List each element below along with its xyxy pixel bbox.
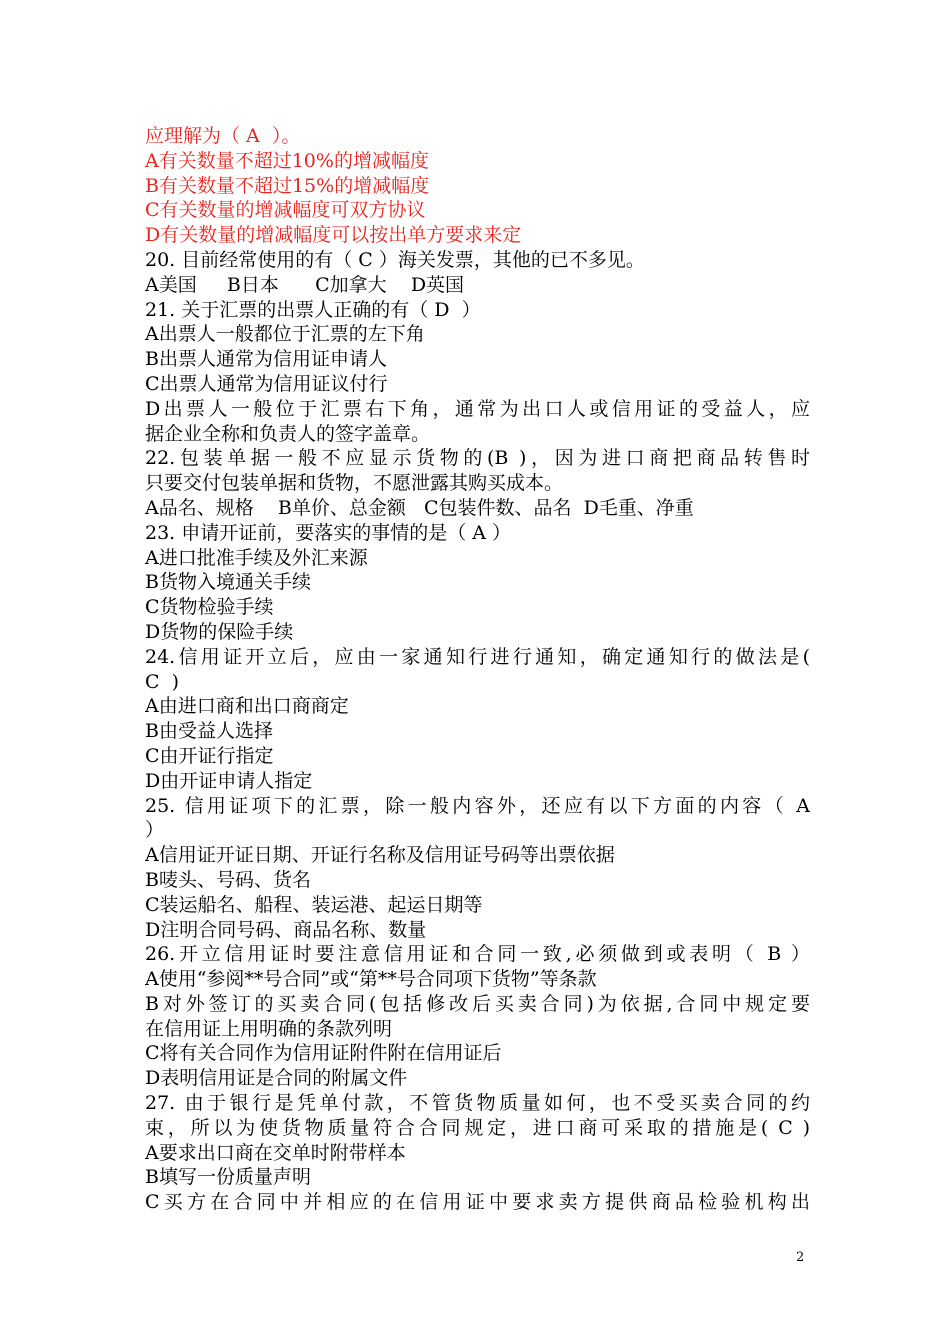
text-line: 据企业全称和负责人的签字盖章。	[145, 422, 431, 445]
text-line: 27. 由于银行是凭单付款，不管货物质量如何，也不受买卖合同的约	[145, 1092, 810, 1115]
text-line: A进口批准手续及外汇来源	[145, 546, 368, 569]
text-line: A使用“参阅**号合同”或“第**号合同项下货物”等条款	[145, 968, 597, 991]
page-number: 2	[796, 1250, 805, 1265]
text-line: 24.信用证开立后，应由一家通知行进行通知，确定通知行的做法是(	[145, 645, 810, 668]
text-line: B唛头、号码、货名	[145, 868, 311, 891]
text-line: D有关数量的增减幅度可以按出单方要求来定	[145, 224, 522, 247]
text-line: ）	[145, 819, 165, 842]
text-line: D由开证申请人指定	[145, 769, 313, 792]
text-line: C货物检验手续	[145, 596, 274, 619]
text-line: 21. 关于汇票的出票人正确的有（ D ）	[145, 298, 481, 321]
text-line: B货物入境通关手续	[145, 571, 311, 594]
text-line: A有关数量不超过10%的增减幅度	[145, 149, 429, 172]
text-line: D注明合同号码、商品名称、数量	[145, 918, 427, 941]
text-line: D货物的保险手续	[145, 620, 294, 643]
text-line: 在信用证上用明确的条款列明	[145, 1017, 393, 1040]
text-line: C )	[145, 670, 180, 693]
text-line: D出票人一般位于汇票右下角，通常为出口人或信用证的受益人，应	[145, 397, 810, 420]
text-line: A信用证开证日期、开证行名称及信用证号码等出票依据	[145, 844, 615, 867]
text-line: C装运船名、船程、装运港、起运日期等	[145, 893, 483, 916]
text-line: A美国 B日本 C加拿大 D英国	[145, 273, 465, 296]
text-line: 22.包装单据一般不应显示货物的(B )，因为进口商把商品转售时	[145, 447, 810, 470]
text-line: C由开证行指定	[145, 744, 274, 767]
text-line: 23. 申请开证前，要落实的事情的是（ A ）	[145, 521, 512, 544]
text-line: A要求出口商在交单时附带样本	[145, 1141, 406, 1164]
text-line: C出票人通常为信用证议付行	[145, 372, 388, 395]
text-line: A由进口商和出口商商定	[145, 695, 349, 718]
document-body	[145, 124, 810, 1215]
text-line: B出票人通常为信用证申请人	[145, 348, 387, 371]
text-line: 26.开立信用证时要注意信用证和合同一致,必须做到或表明（ B ）	[145, 943, 810, 966]
text-line: C将有关合同作为信用证附件附在信用证后	[145, 1042, 502, 1065]
text-line: B填写一份质量声明	[145, 1166, 311, 1189]
text-line: 25. 信用证项下的汇票，除一般内容外，还应有以下方面的内容（ A	[145, 794, 810, 817]
text-line: 束，所以为使货物质量符合合同规定，进口商可采取的措施是( C )	[145, 1116, 810, 1139]
text-line: C有关数量的增减幅度可双方协议	[145, 199, 426, 222]
text-line: 应理解为（ A ）。	[145, 125, 301, 147]
text-line: B对外签订的买卖合同(包括修改后买卖合同)为依据,合同中规定要	[145, 992, 810, 1015]
text-line: B有关数量不超过15%的增减幅度	[145, 174, 430, 197]
text-line: 20. 目前经常使用的有（ C ）海关发票，其他的已不多见。	[145, 248, 645, 271]
text-line: A品名、规格 B单价、总金额 C包装件数、品名 D毛重、净重	[145, 496, 694, 519]
text-line: B由受益人选择	[145, 720, 273, 743]
text-line: C买方在合同中并相应的在信用证中要求卖方提供商品检验机构出	[145, 1191, 810, 1214]
text-line: 只要交付包装单据和货物，不愿泄露其购买成本。	[145, 472, 564, 495]
text-line: D表明信用证是合同的附属文件	[145, 1067, 408, 1090]
text-line: A出票人一般都位于汇票的左下角	[145, 323, 425, 346]
